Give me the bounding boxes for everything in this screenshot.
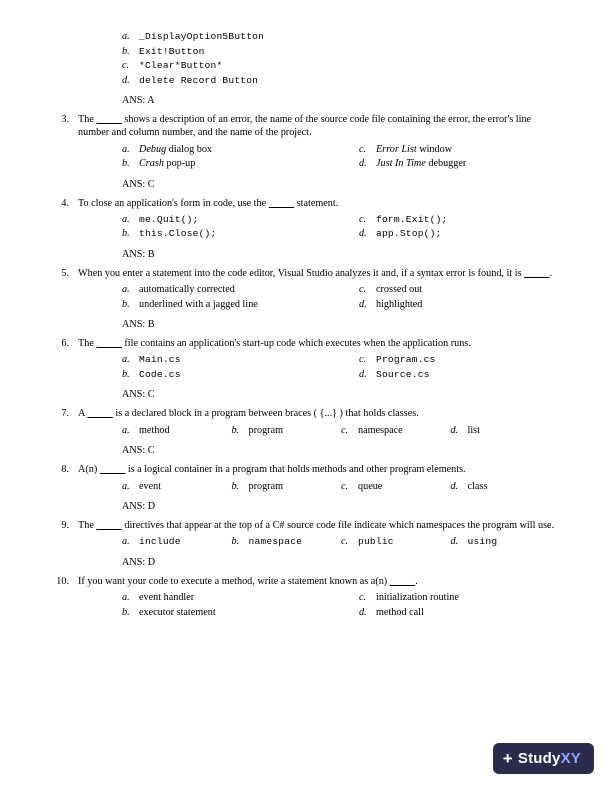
choice-text: *Clear*Button*	[139, 60, 223, 71]
choice-text: _DisplayOption5Button	[139, 31, 265, 42]
choice-text: form.Exit();	[376, 213, 448, 225]
choice-text: Code.cs	[139, 368, 181, 380]
choice-item[interactable]	[341, 368, 560, 383]
question-text: The file contains an application's start-up code which executes when the application runs.	[78, 338, 471, 350]
choice-text: Exit!Button	[139, 45, 205, 57]
choice-list-continued	[52, 30, 560, 88]
choice-item[interactable]	[341, 157, 560, 172]
choice-item[interactable]	[341, 143, 560, 158]
studyxy-watermark	[493, 743, 594, 774]
choice-label: b.	[122, 228, 130, 240]
question-text: When you enter a statement into the code editor, Visual Studio analyzes it and, if a syntax error is found, it is .	[78, 267, 553, 279]
choice-list	[52, 424, 560, 439]
choice-label: c.	[359, 592, 367, 604]
choice-text: using	[467, 536, 498, 548]
choice-text: class	[467, 480, 488, 492]
choice-text: event	[139, 480, 162, 492]
choice-label: d.	[122, 74, 130, 86]
choice-label: d.	[359, 158, 367, 170]
choice-item[interactable]	[341, 283, 560, 298]
choice-label: a.	[122, 213, 130, 225]
question-number: 3.	[61, 114, 69, 125]
question-heading	[52, 519, 560, 532]
question-text: The shows a description of an error, the name of the source code file containing the error, the error's line number and column number, and the name of the project.	[78, 114, 532, 139]
choice-item[interactable]	[122, 59, 560, 74]
choice-label: a.	[122, 354, 130, 366]
choice-item[interactable]	[122, 606, 341, 621]
choice-text: Crash pop-up	[139, 158, 196, 170]
question-block-5	[52, 267, 560, 330]
question-text: If you want your code to execute a method, write a statement known as a(n) .	[78, 575, 418, 587]
answer-line: ANS: D	[122, 501, 156, 513]
answer-line: ANS: A	[122, 95, 155, 106]
choice-label: a.	[122, 424, 130, 436]
question-block-continued	[52, 30, 560, 106]
choice-item[interactable]	[122, 424, 232, 439]
choice-label: b.	[122, 298, 130, 310]
choice-list	[52, 353, 560, 382]
question-number: 10.	[56, 575, 69, 587]
choice-text: underlined with a jagged line	[139, 298, 258, 310]
choice-label: a.	[122, 592, 130, 604]
question-heading	[52, 463, 560, 476]
question-number: 8.	[61, 464, 69, 476]
choice-text: Just In Time debugger	[376, 158, 467, 170]
choice-label: c.	[341, 424, 349, 436]
choice-label: c.	[341, 536, 349, 548]
question-heading	[52, 575, 560, 588]
choice-item[interactable]	[122, 74, 560, 89]
choice-label: d.	[359, 606, 367, 618]
choice-item[interactable]	[232, 424, 342, 439]
choice-label: b.	[122, 45, 130, 57]
choice-item[interactable]	[122, 298, 341, 313]
choice-list	[52, 143, 560, 172]
choice-text: namespace	[358, 424, 403, 436]
choice-text: Debug dialog box	[139, 143, 213, 155]
choice-text: event handler	[139, 592, 195, 604]
choice-list	[52, 591, 560, 620]
choice-label: a.	[122, 480, 130, 492]
plus-icon: +	[502, 749, 513, 768]
choice-item[interactable]	[341, 606, 560, 621]
choice-list	[52, 213, 560, 242]
choice-label: c.	[122, 60, 130, 71]
choice-item[interactable]	[122, 535, 232, 550]
choice-label: b.	[122, 368, 130, 380]
choice-label: d.	[450, 480, 459, 492]
choice-text: automatically corrected	[139, 284, 235, 296]
choice-item[interactable]	[122, 143, 341, 158]
choice-text: executor statement	[139, 606, 216, 618]
choice-text: Source.cs	[376, 368, 430, 380]
choice-item[interactable]	[122, 283, 341, 298]
choice-item[interactable]	[122, 353, 341, 368]
choice-label: a.	[122, 536, 130, 548]
choice-list	[52, 480, 560, 495]
choice-text: namespace	[248, 536, 303, 548]
choice-item[interactable]	[122, 480, 232, 495]
question-heading	[52, 267, 560, 280]
choice-label: d.	[450, 424, 459, 436]
choice-item[interactable]	[232, 535, 342, 550]
choice-text: method call	[376, 606, 424, 618]
answer-line: ANS: B	[122, 248, 155, 260]
question-number: 5.	[61, 267, 69, 279]
question-text: The directives that appear at the top of a C# source code file indicate which namespaces the program will use.	[78, 520, 555, 532]
question-heading	[52, 407, 560, 420]
choice-label: b.	[231, 480, 240, 492]
choice-label: d.	[359, 298, 367, 310]
watermark-accent: XY	[560, 750, 581, 767]
choice-text: Program.cs	[376, 354, 436, 366]
question-text: A(n) is a logical container in a program that holds methods and other program elements.	[78, 464, 466, 476]
question-number: 6.	[61, 338, 69, 350]
choice-item[interactable]	[341, 591, 560, 606]
choice-item[interactable]	[122, 368, 341, 383]
answer-line: ANS: C	[122, 178, 155, 190]
choice-label: c.	[359, 354, 367, 366]
choice-text: Error List window	[376, 143, 453, 155]
choice-item[interactable]	[341, 298, 560, 313]
choice-item[interactable]	[122, 157, 341, 172]
choice-text: highlighted	[376, 298, 423, 310]
choice-label: a.	[122, 284, 130, 296]
choice-label: c.	[341, 480, 349, 492]
question-block-8	[52, 463, 560, 512]
choice-text: this.Close();	[139, 228, 217, 240]
answer-line: ANS: C	[122, 445, 155, 457]
choice-item[interactable]	[341, 227, 560, 242]
choice-text: queue	[358, 480, 383, 492]
question-text: A is a declared block in a program between braces ( {...} ) that holds classes.	[78, 408, 419, 420]
choice-item[interactable]	[341, 535, 451, 550]
choice-text: Main.cs	[139, 354, 181, 366]
choice-label: b.	[231, 424, 240, 436]
answer-line: ANS: C	[122, 389, 155, 401]
choice-label: d.	[359, 368, 367, 380]
answer-line: ANS: B	[122, 319, 155, 331]
choice-label: d.	[450, 536, 459, 548]
choice-label: b.	[122, 158, 130, 170]
choice-item[interactable]	[122, 30, 560, 45]
choice-text: delete Record Button	[139, 74, 259, 86]
question-block-6	[52, 337, 560, 400]
choice-label: c.	[359, 284, 367, 296]
answer-line: ANS: D	[122, 556, 156, 568]
question-block-9	[52, 519, 560, 568]
choice-label: c.	[359, 143, 367, 155]
question-heading	[52, 197, 560, 210]
choice-text: include	[139, 536, 181, 548]
choice-item[interactable]	[341, 480, 451, 495]
choice-text: program	[248, 424, 284, 436]
choice-item[interactable]	[341, 353, 560, 368]
choice-item[interactable]	[232, 480, 342, 495]
question-block-10	[52, 575, 560, 620]
choice-item[interactable]	[341, 424, 451, 439]
choice-item[interactable]	[451, 535, 561, 550]
watermark-name: Study	[517, 750, 561, 767]
choice-label: b.	[122, 606, 130, 618]
question-block-3	[52, 113, 560, 190]
question-text: To close an application's form in code, use the statement.	[78, 197, 339, 209]
question-number: 9.	[61, 520, 69, 532]
choice-label: a.	[122, 31, 130, 42]
choice-text: method	[139, 424, 170, 436]
choice-label: c.	[359, 213, 367, 225]
question-block-7	[52, 407, 560, 456]
choice-label: a.	[122, 143, 130, 155]
choice-item[interactable]	[341, 213, 560, 228]
question-number: 4.	[61, 197, 69, 209]
choice-item[interactable]	[122, 213, 341, 228]
choice-text: me.Quit();	[139, 213, 199, 225]
choice-text: public	[358, 536, 394, 548]
question-block-4	[52, 197, 560, 260]
choice-text: crossed out	[376, 284, 423, 296]
choice-item[interactable]	[122, 227, 341, 242]
choice-list	[52, 283, 560, 312]
choice-text: program	[248, 480, 284, 492]
choice-list	[52, 535, 560, 550]
choice-label: d.	[359, 228, 367, 240]
choice-item[interactable]	[451, 424, 561, 439]
choice-text: app.Stop();	[376, 228, 442, 240]
question-heading	[52, 113, 560, 140]
choice-text: list	[467, 424, 480, 436]
choice-label: b.	[231, 536, 240, 548]
choice-item[interactable]	[122, 591, 341, 606]
choice-item[interactable]	[122, 45, 560, 60]
question-number: 7.	[61, 408, 69, 420]
question-heading	[52, 337, 560, 350]
choice-item[interactable]	[451, 480, 561, 495]
choice-text: initialization routine	[376, 592, 459, 604]
